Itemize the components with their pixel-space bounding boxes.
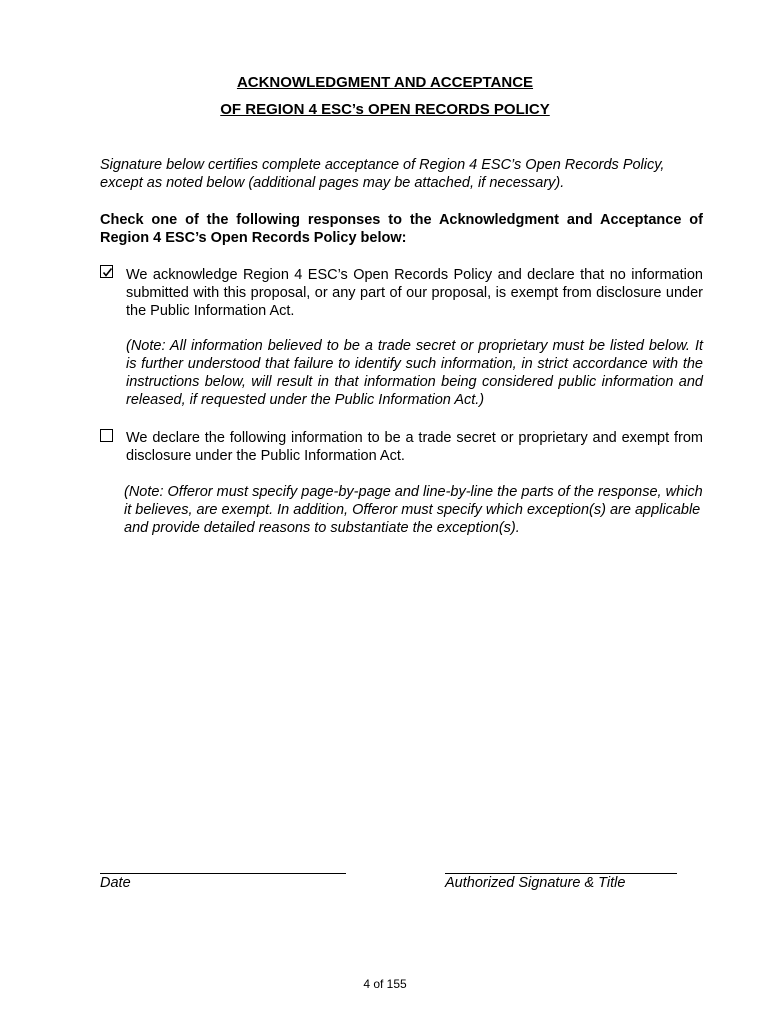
document-title-line2: OF REGION 4 ESC’s OPEN RECORDS POLICY <box>220 101 550 118</box>
acknowledge-option-note: (Note: All information believed to be a trade secret or proprietary must be listed below. It is further understood that failure to identify such information, in strict accordance with the instructions below, will result in that information being considered public information and released, if requested under the Public Information Act.) <box>126 338 703 408</box>
check-mark-icon <box>101 266 114 279</box>
authorized-signature-label: Authorized Signature & Title <box>445 875 626 891</box>
acknowledge-checkbox[interactable] <box>100 265 113 278</box>
authorized-signature-line <box>445 873 677 874</box>
trade-secret-checkbox[interactable] <box>100 429 113 442</box>
document-title-line1: ACKNOWLEDGMENT AND ACCEPTANCE <box>236 74 534 91</box>
page-number: 4 of 155 <box>363 977 407 991</box>
instruction-paragraph: Check one of the following responses to the Acknowledgment and Acceptance of Region 4 ESC’s Open Records Policy below: <box>100 212 703 246</box>
trade-secret-option-note: (Note: Offeror must specify page-by-page and line-by-line the parts of the response, which it believes, are exempt. In addition, Offeror must specify which exception(s) are applicable and provide detailed reasons to substantiate the exception(s). <box>124 484 703 536</box>
trade-secret-option-text: We declare the following information to be a trade secret or proprietary and exempt from disclosure under the Public Information Act. <box>126 430 703 464</box>
intro-paragraph: Signature below certifies complete acceptance of Region 4 ESC’s Open Records Policy, except as noted below (additional pages may be attached, if necessary). <box>100 157 665 191</box>
date-label: Date <box>100 875 131 891</box>
acknowledge-option-text: We acknowledge Region 4 ESC’s Open Records Policy and declare that no information submitted with this proposal, or any part of our proposal, is exempt from disclosure under the Public Information Act. <box>126 267 703 319</box>
date-signature-line <box>100 873 346 874</box>
